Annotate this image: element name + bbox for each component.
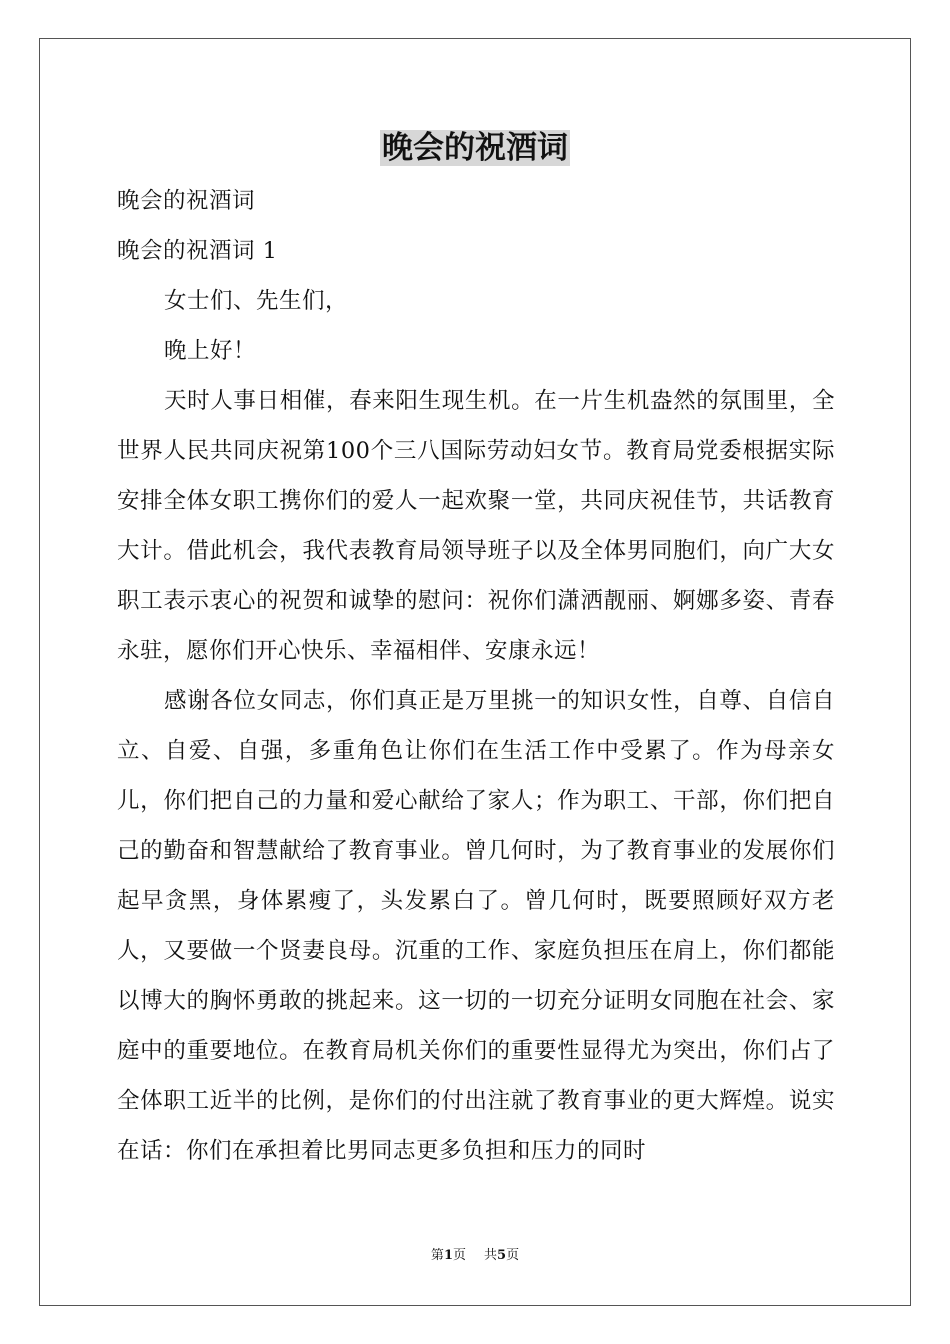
total-prefix: 共 (484, 1248, 498, 1263)
paragraph-body-2: 感谢各位女同志，你们真正是万里挑一的知识女性，自尊、自信自立、自爱、自强，多重角色让你们在生活工作中受累了。作为母亲女儿，你们把自己的力量和爱心献给了家人；作为职工、干部，你们把自己的勤奋和智慧献给了教育事业。曾几何时，为了教育事业的发展你们起早贪黑，身体累瘦了，头发累白了。曾几何时，既要照顾好双方老人，又要做一个贤妻良母。沉重的工作、家庭负担压在肩上，你们都能以博大的胸怀勇敢的挑起来。这一切的一切充分证明女同胞在社会、家庭中的重要地位。在教育局机关你们的重要性显得尤为突出，你们占了全体职工近半的比例，是你们的付出注就了教育事业的更大辉煌。说实在话：你们在承担着比男同志更多负担和压力的同时 (117, 688, 835, 1164)
paragraph-greeting-1: 女士们、先生们， (164, 288, 349, 314)
page-footer (0, 1246, 950, 1266)
total-suffix: 页 (506, 1248, 520, 1263)
document-subtitle: 晚会的祝酒词 (117, 188, 256, 214)
page-prefix: 第 (430, 1248, 444, 1263)
document-title-text: 晚会的祝酒词 (382, 130, 568, 166)
document-body (117, 176, 835, 1176)
page-suffix: 页 (452, 1248, 466, 1263)
paragraph-body-1: 天时人事日相催，春来阳生现生机。在一片生机盎然的氛围里，全世界人民共同庆祝第100个三八国际劳动妇女节。教育局党委根据实际安排全体女职工携你们的爱人一起欢聚一堂，共同庆祝佳节，共话教育大计。借此机会，我代表教育局领导班子以及全体男同胞们，向广大女职工表示衷心的祝贺和诚挚的慰问：祝你们潇洒靓丽、婀娜多姿、青春永驻，愿你们开心快乐、幸福相伴、安康永远！ (117, 388, 835, 664)
document-title (0, 126, 950, 170)
section-heading: 晚会的祝酒词 1 (117, 238, 278, 264)
paragraph-greeting-2: 晚上好！ (164, 338, 257, 364)
total-page-number: 5 (497, 1248, 507, 1263)
current-page-number: 1 (443, 1248, 453, 1263)
